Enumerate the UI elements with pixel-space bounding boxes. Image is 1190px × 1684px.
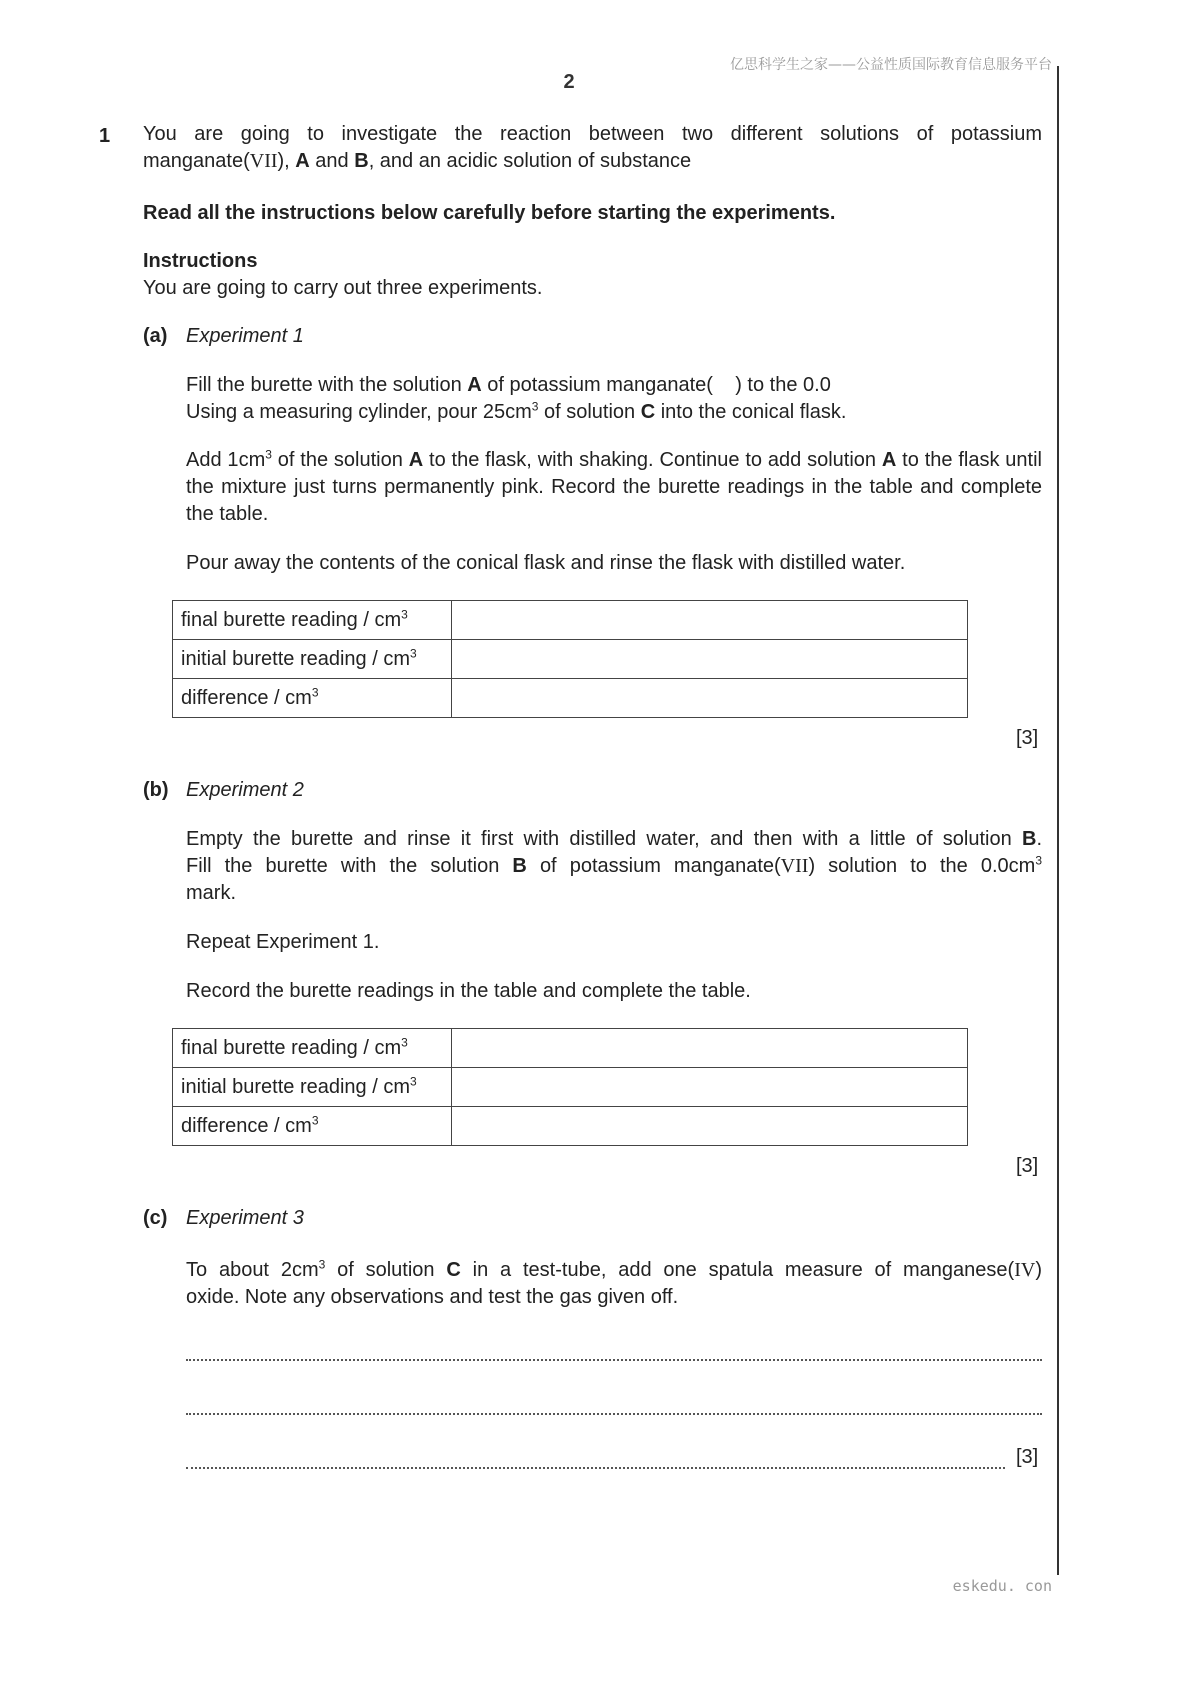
part-a-title: Experiment 1 — [186, 325, 304, 347]
part-c-title: Experiment 3 — [186, 1207, 304, 1229]
warning-text: Read all the instructions below carefully before starting the experiments. — [143, 202, 836, 224]
table-row — [173, 1068, 968, 1107]
answer-cell[interactable] — [452, 1107, 968, 1146]
part-c-label: (c) — [143, 1207, 168, 1229]
part-b-line-1: Empty the burette and rinse it first with distilled water, and then with a little of solution B. — [186, 828, 1042, 850]
answer-cell[interactable] — [452, 679, 968, 718]
row-label: final burette reading / $cm^3$ — [173, 601, 452, 640]
part-b-table — [172, 1028, 968, 1146]
table-row — [173, 640, 968, 679]
part-b-marks: [3] — [1016, 1155, 1039, 1177]
part-a-line-1: Fill the burette with the solution A of potassium manganate( ) to the 0.0 — [186, 374, 831, 396]
part-c-marks: [3] — [1016, 1446, 1039, 1468]
row-label: initial burette reading / $cm^3$ — [173, 1068, 452, 1107]
row-label: difference / $cm^3$ — [173, 1107, 452, 1146]
part-b-label: (b) — [143, 779, 169, 801]
row-label: initial burette reading / $cm^3$ — [173, 640, 452, 679]
row-label: final burette reading / $cm^3$ — [173, 1029, 452, 1068]
question-number: 1 — [99, 125, 111, 147]
part-b-para-3: Record the burette readings in the table and complete the table. — [186, 980, 751, 1002]
part-b-title: Experiment 2 — [186, 779, 304, 801]
question-intro — [143, 121, 1042, 175]
part-b-line-2: Fill the burette with the solution B of potassium manganate(VII) solution to the $0.0cm^3$ — [186, 853, 1042, 877]
intro-line-2: manganate(VII), A and B, and an acidic solution of substance — [143, 150, 692, 172]
part-c-para — [186, 1257, 1042, 1311]
part-a-para-2: Add $1cm^3$ of the solution A to the flask, with shaking. Continue to add solution A to the flask until the mixture just turns permanently pink. Record the burette readings in the table and complete the table. — [186, 447, 1042, 525]
part-a-marks: [3] — [1016, 727, 1039, 749]
part-b-para-2: Repeat Experiment 1. — [186, 931, 380, 953]
page-number: 2 — [563, 71, 575, 93]
part-c-line-1: To about $2cm^3$ of solution C in a test-tube, add one spatula measure of manganese(IV) — [186, 1257, 1042, 1281]
answer-cell[interactable] — [452, 1029, 968, 1068]
part-a-line-2: Using a measuring cylinder, pour $25cm^3$ of solution C into the conical flask. — [186, 399, 847, 423]
answer-cell[interactable] — [452, 1068, 968, 1107]
header-watermark: 亿思科学生之家——公益性质国际教育信息服务平台 — [730, 57, 1052, 73]
part-a-label: (a) — [143, 325, 168, 347]
answer-cell[interactable] — [452, 601, 968, 640]
table-row — [173, 601, 968, 640]
margin-rule — [1057, 66, 1059, 1575]
table-row — [173, 1107, 968, 1146]
instructions-heading: Instructions — [143, 250, 258, 272]
part-b-para-1 — [186, 826, 1042, 907]
row-label: difference / $cm^3$ — [173, 679, 452, 718]
part-b-line-3: mark. — [186, 882, 236, 904]
instructions-text: You are going to carry out three experiments. — [143, 277, 543, 299]
answer-line-1[interactable] — [186, 1358, 1042, 1361]
part-a-para-3: Pour away the contents of the conical flask and rinse the flask with distilled water. — [186, 552, 906, 574]
answer-cell[interactable] — [452, 640, 968, 679]
table-row — [173, 679, 968, 718]
intro-line-1: You are going to investigate the reaction between two different solutions of potassium — [143, 123, 1042, 145]
footer-site: eskedu. con — [952, 1577, 1052, 1595]
table-row — [173, 1029, 968, 1068]
answer-line-2[interactable] — [186, 1412, 1042, 1415]
part-a-para-1 — [186, 372, 1042, 426]
answer-line-3[interactable] — [186, 1466, 1005, 1469]
part-a-table — [172, 600, 968, 718]
part-c-line-2: oxide. Note any observations and test the gas given off. — [186, 1286, 679, 1308]
